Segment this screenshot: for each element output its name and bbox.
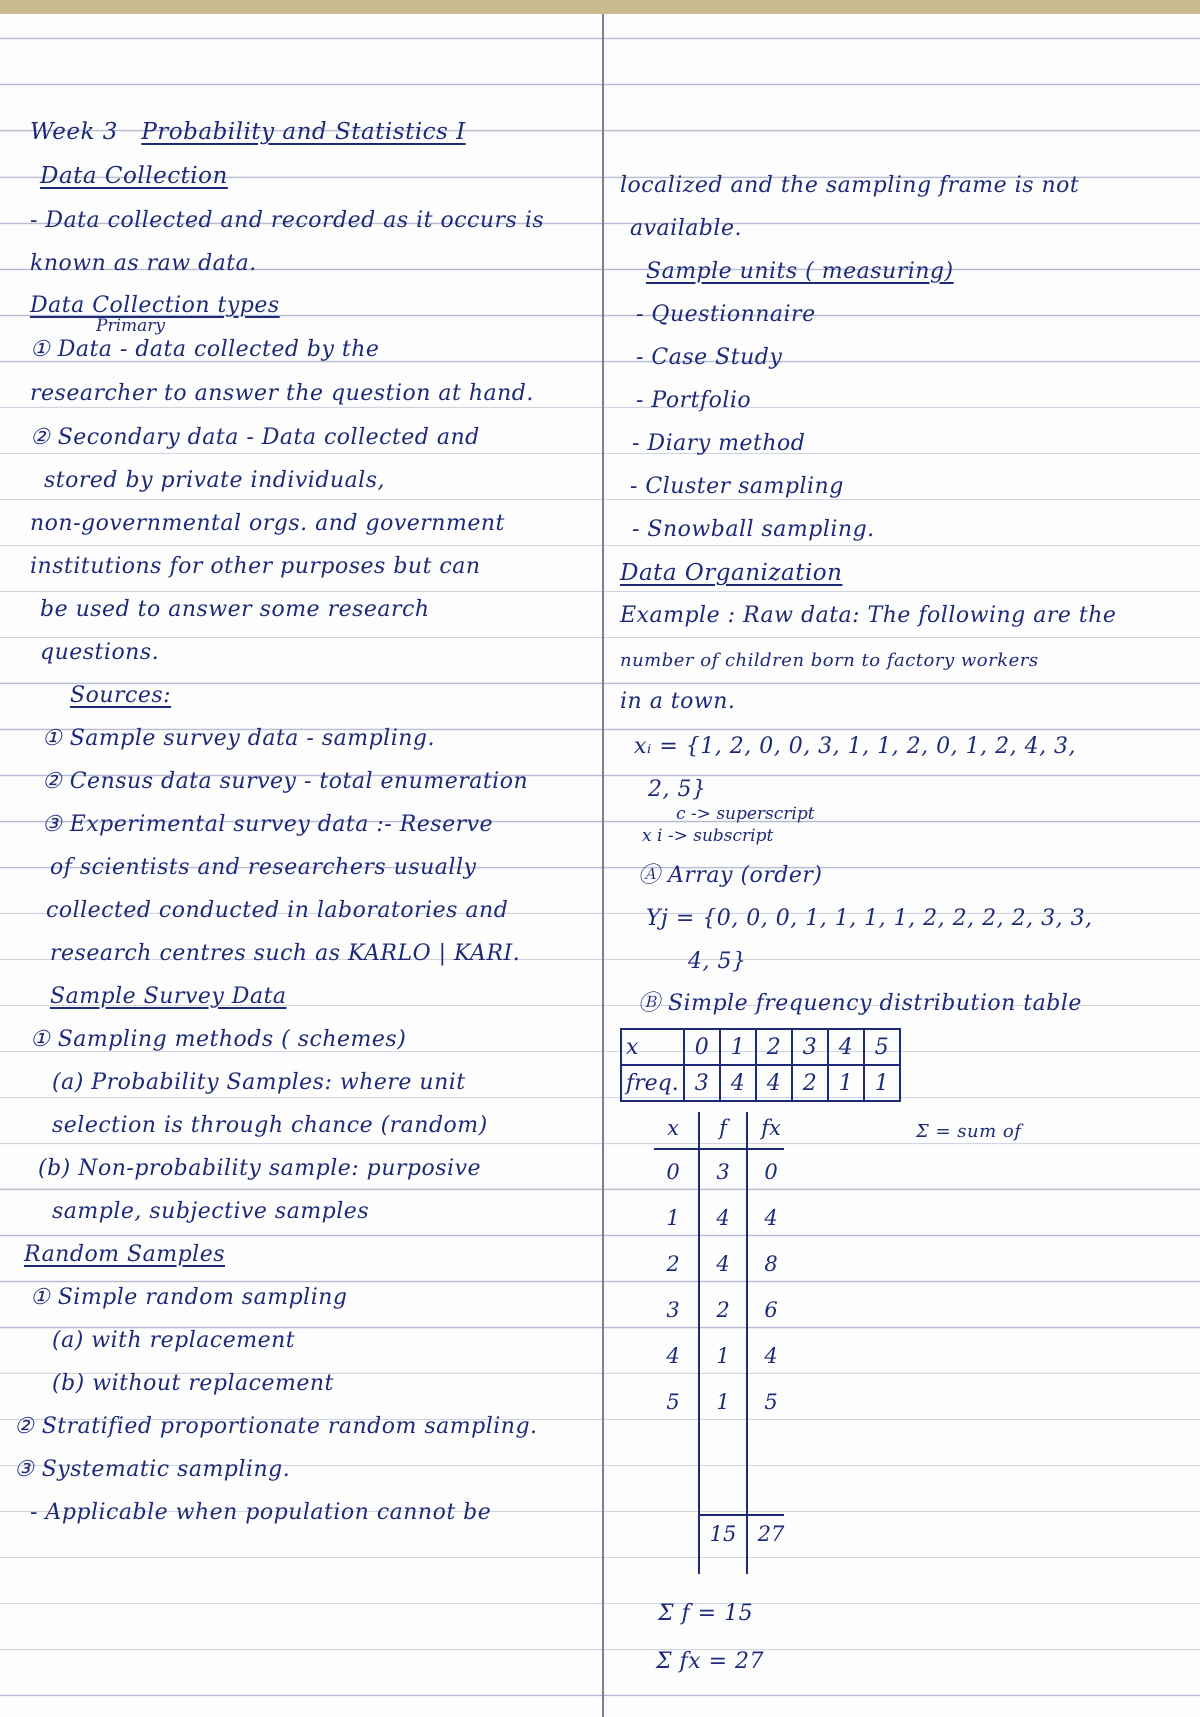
list-item: - Diary method (632, 431, 806, 456)
subheading-sources: Sources: (70, 683, 172, 708)
notebook-top-edge (0, 0, 1200, 14)
table-cell: freq. (621, 1065, 684, 1101)
text-line: questions. (40, 640, 160, 665)
text-line: institutions for other purposes but can (30, 554, 481, 579)
table-cell: 1 (716, 1344, 730, 1368)
table-total: 27 (757, 1522, 785, 1546)
text-line: in a town. (620, 689, 736, 714)
annotation-primary: Primary (96, 316, 165, 336)
table-cell: 0 (684, 1029, 720, 1065)
table-cell: 1 (864, 1065, 900, 1101)
center-margin-line (602, 14, 604, 1717)
sigma-definition: Σ = sum of (916, 1121, 1022, 1142)
table-cell: 1 (828, 1065, 864, 1101)
text-line: number of children born to factory workers (620, 650, 1039, 671)
table-cell: 2 (666, 1252, 680, 1276)
table-cell: 4 (716, 1206, 730, 1230)
table-cell: 2 (716, 1298, 730, 1322)
raw-data-set-end: 2, 5} (648, 777, 707, 802)
text-line: available. (630, 216, 742, 241)
table-cell: 2 (792, 1065, 828, 1101)
text-line: ② Secondary data - Data collected and (30, 425, 480, 450)
table-cell: 8 (764, 1252, 778, 1276)
text-line: ① Simple random sampling (30, 1285, 348, 1310)
subheading-array: Ⓐ Array (order) (638, 863, 823, 888)
table-cell: 3 (684, 1065, 720, 1101)
frequency-table (620, 1028, 901, 1102)
text-line: ① Sampling methods ( schemes) (30, 1027, 407, 1052)
table-cell: 3 (716, 1160, 730, 1184)
table-cell: 4 (666, 1344, 680, 1368)
raw-data-set: xᵢ = {1, 2, 0, 0, 3, 1, 1, 2, 0, 1, 2, 4, 3, (634, 734, 1077, 759)
fx-table (654, 1112, 794, 1572)
text-line: be used to answer some research (40, 597, 430, 622)
text-line: (a) Probability Samples: where unit (52, 1070, 466, 1095)
annotation-superscript: c -> superscript (676, 804, 815, 824)
table-cell: 5 (864, 1029, 900, 1065)
table-cell: 1 (720, 1029, 756, 1065)
list-item: - Questionnaire (636, 302, 816, 327)
table-cell: 4 (716, 1252, 730, 1276)
section-heading-data-organization: Data Organization (620, 560, 843, 586)
table-cell: x (621, 1029, 684, 1065)
text-line: ① Sample survey data - sampling. (42, 726, 435, 751)
annotation-subscript: x i -> subscript (642, 826, 774, 846)
text-line: ③ Systematic sampling. (14, 1457, 291, 1482)
list-item: - Snowball sampling. (632, 517, 875, 542)
text-line: stored by private individuals, (44, 468, 386, 493)
table-header: x (667, 1116, 679, 1140)
text-line: (a) with replacement (52, 1328, 296, 1353)
week-label: Week 3 (30, 119, 118, 145)
section-heading-collection-types: Data Collection types (30, 293, 280, 318)
table-cell: 1 (716, 1390, 730, 1414)
text-line: Example : Raw data: The following are the (620, 603, 1117, 628)
table-cell: 0 (764, 1160, 778, 1184)
text-line: (b) Non-probability sample: purposive (38, 1156, 482, 1181)
text-line: ② Stratified proportionate random sampling. (14, 1414, 538, 1439)
text-line: ③ Experimental survey data :- Reserve (42, 812, 494, 837)
table-cell: 3 (666, 1298, 680, 1322)
text-line: sample, subjective samples (52, 1199, 370, 1224)
text-line: selection is through chance (random) (52, 1113, 488, 1138)
sum-f: Σ f = 15 (658, 1601, 754, 1626)
course-title: Probability and Statistics I (141, 119, 466, 145)
text-line: (b) without replacement (52, 1371, 334, 1396)
section-heading-sample-survey: Sample Survey Data (50, 984, 287, 1009)
table-divider (698, 1514, 784, 1516)
table-cell: 5 (666, 1390, 680, 1414)
text-line: localized and the sampling frame is not (620, 173, 1080, 198)
frequency-table-row-freq (621, 1065, 900, 1101)
table-cell: 4 (764, 1344, 778, 1368)
list-item: - Cluster sampling (630, 474, 844, 499)
ordered-data-set-end: 4, 5} (688, 949, 747, 974)
text-line: research centres such as KARLO | KARI. (50, 941, 521, 966)
table-total: 15 (709, 1522, 737, 1546)
table-cell: 4 (764, 1206, 778, 1230)
sum-fx: Σ fx = 27 (656, 1649, 765, 1674)
table-cell: 2 (756, 1029, 792, 1065)
text-line: non-governmental orgs. and government (30, 511, 505, 536)
text-line: of scientists and researchers usually (50, 855, 477, 880)
text-line: - Data collected and recorded as it occurs is (30, 208, 545, 233)
table-divider (654, 1148, 784, 1150)
table-header: f (719, 1116, 727, 1140)
text-line: collected conducted in laboratories and (46, 898, 509, 923)
text-line: - Applicable when population cannot be (30, 1500, 492, 1525)
table-cell: 4 (756, 1065, 792, 1101)
subheading-sample-units: Sample units ( measuring) (646, 259, 954, 284)
table-cell: 1 (666, 1206, 680, 1230)
list-item: - Portfolio (636, 388, 752, 413)
list-item: - Case Study (636, 345, 783, 370)
table-cell: 4 (720, 1065, 756, 1101)
table-cell: 4 (828, 1029, 864, 1065)
text-line: ② Census data survey - total enumeration (42, 769, 529, 794)
text-line: known as raw data. (30, 251, 257, 276)
table-cell: 0 (666, 1160, 680, 1184)
section-heading-data-collection: Data Collection (40, 163, 228, 189)
table-cell: 3 (792, 1029, 828, 1065)
section-heading-random-samples: Random Samples (24, 1242, 226, 1267)
frequency-table-row-x (621, 1029, 900, 1065)
ordered-data-set: Yj = {0, 0, 0, 1, 1, 1, 1, 2, 2, 2, 2, 3, 3, (646, 906, 1093, 931)
table-cell: 6 (764, 1298, 778, 1322)
text-line: ① Data - data collected by the (30, 337, 380, 362)
page-title (30, 118, 466, 146)
subheading-frequency-table: Ⓑ Simple frequency distribution table (638, 991, 1082, 1016)
text-line: researcher to answer the question at hand. (30, 381, 534, 406)
table-cell: 5 (764, 1390, 778, 1414)
table-header: fx (761, 1116, 781, 1140)
